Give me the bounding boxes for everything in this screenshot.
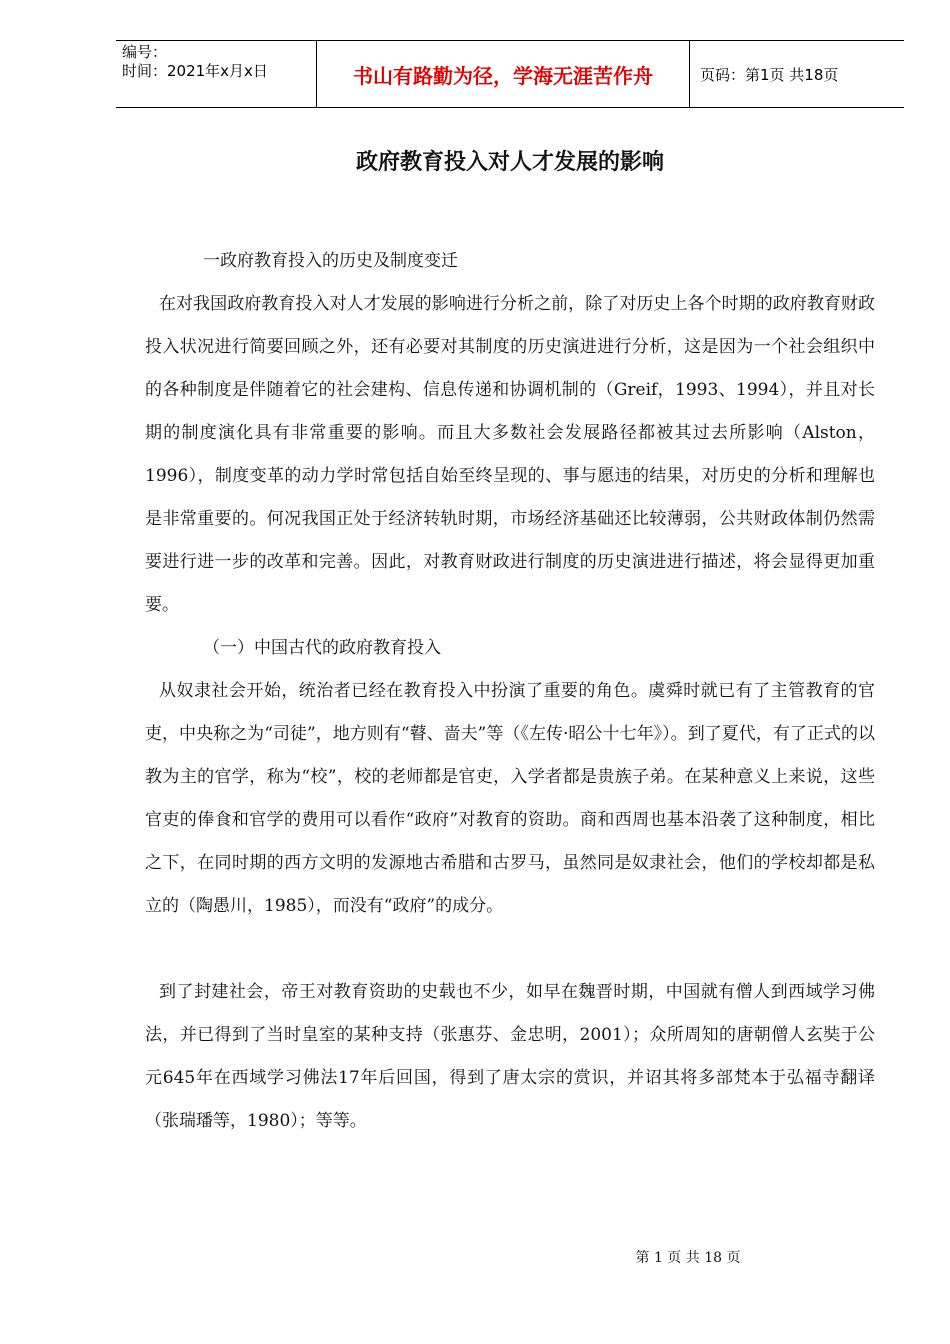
paragraph-gap: [145, 928, 875, 971]
header-page-info: 页码：第1页 共18页: [700, 65, 839, 84]
document-body: [145, 240, 875, 1143]
paragraph: 在对我国政府教育投入对人才发展的影响进行分析之前，除了对历史上各个时期的政府教育财政投入状况进行简要回顾之外，还有必要对其制度的历史演进进行分析，这是因为一个社会组织中的各种制度是伴随着它的社会建构、信息传递和协调机制的（Greif，1993、1994），并且对长期的制度演化具有非常重要的影响。而且大多数社会发展路径都被其过去所影响（Alston，1996），制度变革的动力学时常包括自始至终呈现的、事与愿违的结果，对历史的分析和理解也是非常重要的。何况我国正处于经济转轨时期，市场经济基础还比较薄弱，公共财政体制仍然需要进行进一步的改革和完善。因此，对教育财政进行制度的历史演进进行描述，将会显得更加重要。: [145, 294, 875, 615]
document-title: 政府教育投入对人才发展的影响: [355, 149, 664, 175]
time-label: 时间：2021年x月x日: [122, 62, 268, 80]
page-header: [116, 40, 904, 108]
paragraph: 从奴隶社会开始，统治者已经在教育投入中扮演了重要的角色。虞舜时就已有了主管教育的官吏，中央称之为“司徒”，地方则有“瞽、啬夫”等（《左传·昭公十七年》）。到了夏代，有了正式的以教为主的官学，称为“校”，校的老师都是官吏，入学者都是贵族子弟。在某种意义上来说，这些官吏的俸食和官学的费用可以看作“政府”对教育的资助。商和西周也基本沿袭了这种制度，相比之下，在同时期的西方文明的发源地古希腊和古罗马，虽然同是奴隶社会，他们的学校却都是私立的（陶愚川，1985），而没有“政府”的成分。: [145, 681, 875, 916]
header-meta: [116, 41, 316, 107]
page-number: 第 1 页 共 18 页: [635, 1250, 741, 1266]
header-motto: 书山有路勤为径，学海无涯苦作舟: [316, 41, 690, 107]
section-heading: 一政府教育投入的历史及制度变迁: [203, 251, 458, 271]
number-label: 编号：: [122, 43, 168, 61]
subsection-heading: （一）中国古代的政府教育投入: [203, 638, 441, 658]
paragraph: 到了封建社会，帝王对教育资助的史载也不少，如早在魏晋时期，中国就有僧人到西域学习佛法，并已得到了当时皇室的某种支持（张惠芬、金忠明，2001）；众所周知的唐朝僧人玄奘于公元645年在西域学习佛法17年后回国，得到了唐太宗的赏识，并诏其将多部梵本于弘福寺翻译（张瑞璠等，1980）；等等。: [145, 982, 875, 1131]
page-footer: [0, 1247, 950, 1267]
